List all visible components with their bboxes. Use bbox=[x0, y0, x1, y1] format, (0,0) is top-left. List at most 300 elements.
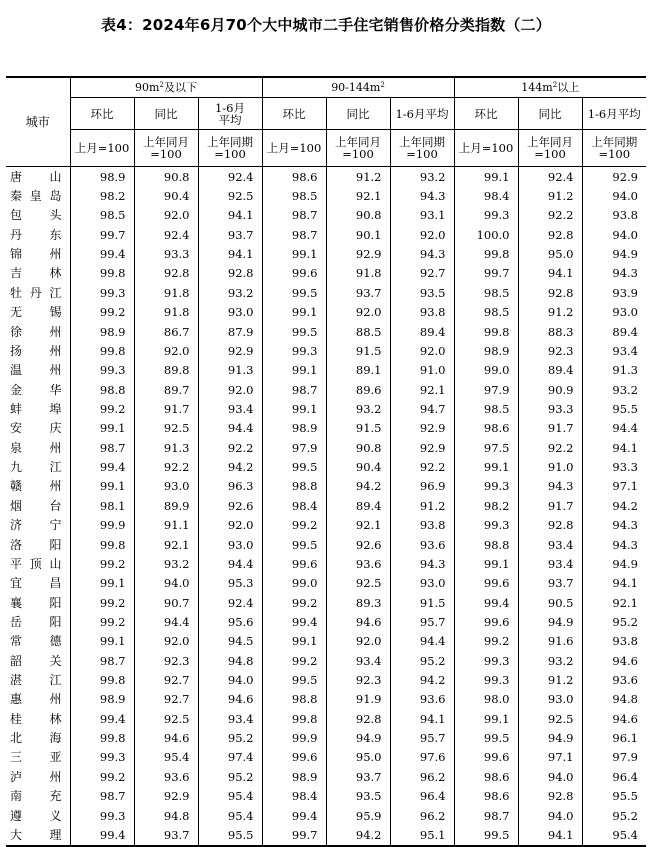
index-value: 92.8 bbox=[326, 709, 390, 728]
index-value: 94.3 bbox=[582, 515, 646, 534]
index-value: 94.3 bbox=[518, 477, 582, 496]
index-value: 99.2 bbox=[70, 303, 134, 322]
index-value: 92.6 bbox=[326, 535, 390, 554]
index-value: 99.4 bbox=[70, 825, 134, 845]
table-row bbox=[6, 283, 646, 302]
index-value: 91.5 bbox=[390, 593, 454, 612]
index-value: 91.0 bbox=[518, 457, 582, 476]
index-value: 98.5 bbox=[454, 283, 518, 302]
index-value: 92.1 bbox=[326, 186, 390, 205]
index-value: 96.1 bbox=[582, 728, 646, 747]
table-row bbox=[6, 457, 646, 476]
index-value: 99.5 bbox=[454, 728, 518, 747]
index-value: 99.2 bbox=[454, 632, 518, 651]
index-value: 99.5 bbox=[262, 322, 326, 341]
index-value: 99.0 bbox=[454, 361, 518, 380]
index-value: 93.8 bbox=[582, 632, 646, 651]
index-value: 91.2 bbox=[390, 496, 454, 515]
index-value: 95.5 bbox=[582, 399, 646, 418]
index-value: 92.5 bbox=[198, 186, 262, 205]
index-value: 92.1 bbox=[326, 515, 390, 534]
table-row bbox=[6, 167, 646, 187]
index-value: 92.0 bbox=[390, 341, 454, 360]
index-value: 99.1 bbox=[262, 361, 326, 380]
table-row bbox=[6, 515, 646, 534]
index-value: 92.2 bbox=[390, 457, 454, 476]
avg-base: 上年同期 =100 bbox=[198, 130, 262, 167]
index-value: 92.0 bbox=[198, 515, 262, 534]
index-value: 98.9 bbox=[262, 767, 326, 786]
index-value: 99.1 bbox=[70, 632, 134, 651]
index-value: 91.5 bbox=[326, 419, 390, 438]
index-value: 99.1 bbox=[70, 419, 134, 438]
index-value: 99.4 bbox=[454, 593, 518, 612]
index-value: 89.7 bbox=[134, 380, 198, 399]
index-value: 91.7 bbox=[518, 496, 582, 515]
index-value: 93.2 bbox=[326, 399, 390, 418]
index-value: 98.8 bbox=[262, 690, 326, 709]
table-row bbox=[6, 554, 646, 573]
index-value: 94.3 bbox=[390, 186, 454, 205]
index-value: 99.2 bbox=[262, 593, 326, 612]
index-value: 94.6 bbox=[582, 709, 646, 728]
index-value: 99.8 bbox=[262, 709, 326, 728]
index-value: 98.2 bbox=[70, 186, 134, 205]
table-row bbox=[6, 419, 646, 438]
table-body bbox=[6, 167, 646, 846]
index-value: 94.6 bbox=[134, 728, 198, 747]
table-row bbox=[6, 380, 646, 399]
index-value: 94.8 bbox=[134, 806, 198, 825]
city-name: 温州 bbox=[10, 363, 62, 378]
city-name: 遵义 bbox=[10, 808, 62, 823]
index-value: 93.0 bbox=[198, 535, 262, 554]
index-value: 93.4 bbox=[198, 709, 262, 728]
index-value: 94.4 bbox=[198, 419, 262, 438]
index-value: 99.3 bbox=[70, 748, 134, 767]
index-value: 95.4 bbox=[134, 748, 198, 767]
city-name: 平顶山 bbox=[10, 556, 62, 571]
index-value: 95.4 bbox=[198, 806, 262, 825]
city-name: 济宁 bbox=[10, 518, 62, 533]
index-value: 91.8 bbox=[134, 303, 198, 322]
index-value: 92.2 bbox=[134, 457, 198, 476]
table-row bbox=[6, 477, 646, 496]
index-value: 89.4 bbox=[518, 361, 582, 380]
index-value: 94.1 bbox=[198, 244, 262, 263]
avg-header: 1-6月平均 bbox=[390, 98, 454, 130]
index-value: 93.8 bbox=[582, 206, 646, 225]
index-value: 98.7 bbox=[262, 206, 326, 225]
index-value: 92.3 bbox=[134, 651, 198, 670]
table-row bbox=[6, 825, 646, 845]
index-value: 91.6 bbox=[518, 632, 582, 651]
index-value: 99.7 bbox=[454, 264, 518, 283]
index-value: 93.4 bbox=[518, 535, 582, 554]
index-value: 92.0 bbox=[134, 632, 198, 651]
index-value: 99.1 bbox=[454, 457, 518, 476]
index-value: 91.7 bbox=[518, 419, 582, 438]
index-value: 100.0 bbox=[454, 225, 518, 244]
index-value: 99.5 bbox=[262, 457, 326, 476]
index-value: 90.8 bbox=[326, 438, 390, 457]
city-name: 唐山 bbox=[10, 169, 62, 184]
index-value: 93.6 bbox=[326, 554, 390, 573]
table-row bbox=[6, 574, 646, 593]
index-value: 92.9 bbox=[198, 341, 262, 360]
index-value: 91.1 bbox=[134, 515, 198, 534]
index-value: 99.6 bbox=[262, 264, 326, 283]
index-value: 99.3 bbox=[262, 341, 326, 360]
index-value: 94.3 bbox=[390, 554, 454, 573]
index-value: 98.5 bbox=[70, 206, 134, 225]
index-value: 99.8 bbox=[70, 728, 134, 747]
index-value: 90.4 bbox=[134, 186, 198, 205]
avg-base: 上年同期 =100 bbox=[390, 130, 454, 167]
city-name: 锦州 bbox=[10, 247, 62, 262]
table-row bbox=[6, 670, 646, 689]
index-value: 94.1 bbox=[390, 709, 454, 728]
index-value: 97.1 bbox=[518, 748, 582, 767]
index-value: 87.9 bbox=[198, 322, 262, 341]
index-value: 91.2 bbox=[518, 186, 582, 205]
table-row bbox=[6, 225, 646, 244]
index-value: 94.1 bbox=[582, 574, 646, 593]
yoy-base: 上年同月 =100 bbox=[326, 130, 390, 167]
index-value: 98.2 bbox=[454, 496, 518, 515]
table-row bbox=[6, 341, 646, 360]
city-column-header: 城市 bbox=[6, 77, 70, 167]
index-value: 99.8 bbox=[70, 341, 134, 360]
group-header-medium: $90-144m^2$ bbox=[262, 77, 454, 98]
index-value: 99.8 bbox=[70, 535, 134, 554]
index-value: 99.5 bbox=[454, 825, 518, 845]
index-value: 94.9 bbox=[518, 728, 582, 747]
index-value: 99.1 bbox=[454, 709, 518, 728]
index-value: 92.7 bbox=[134, 670, 198, 689]
index-value: 99.9 bbox=[262, 728, 326, 747]
index-value: 88.5 bbox=[326, 322, 390, 341]
index-value: 94.5 bbox=[198, 632, 262, 651]
index-value: 99.3 bbox=[70, 283, 134, 302]
index-value: 92.0 bbox=[134, 341, 198, 360]
index-value: 99.5 bbox=[262, 535, 326, 554]
mom-header: 环比 bbox=[70, 98, 134, 130]
index-value: 93.7 bbox=[134, 825, 198, 845]
index-value: 99.2 bbox=[70, 593, 134, 612]
index-value: 98.8 bbox=[454, 535, 518, 554]
index-value: 92.2 bbox=[518, 438, 582, 457]
index-value: 97.6 bbox=[390, 748, 454, 767]
index-value: 94.8 bbox=[198, 651, 262, 670]
index-value: 92.9 bbox=[326, 244, 390, 263]
index-value: 92.2 bbox=[198, 438, 262, 457]
index-value: 99.4 bbox=[70, 709, 134, 728]
index-value: 94.3 bbox=[390, 244, 454, 263]
index-value: 93.7 bbox=[198, 225, 262, 244]
index-value: 92.6 bbox=[198, 496, 262, 515]
table-row bbox=[6, 322, 646, 341]
city-name: 扬州 bbox=[10, 343, 62, 358]
index-value: 99.4 bbox=[262, 612, 326, 631]
index-value: 95.2 bbox=[198, 728, 262, 747]
index-value: 92.8 bbox=[134, 264, 198, 283]
index-value: 99.3 bbox=[454, 515, 518, 534]
index-value: 99.8 bbox=[454, 244, 518, 263]
table-row bbox=[6, 767, 646, 786]
index-value: 94.4 bbox=[134, 612, 198, 631]
index-value: 98.9 bbox=[70, 690, 134, 709]
city-name: 惠州 bbox=[10, 692, 62, 707]
index-value: 95.7 bbox=[390, 612, 454, 631]
index-value: 91.0 bbox=[390, 361, 454, 380]
index-value: 98.6 bbox=[454, 787, 518, 806]
index-value: 99.1 bbox=[262, 632, 326, 651]
index-value: 93.8 bbox=[390, 303, 454, 322]
index-value: 97.5 bbox=[454, 438, 518, 457]
index-value: 95.3 bbox=[198, 574, 262, 593]
city-name: 桂林 bbox=[10, 711, 62, 726]
index-value: 99.1 bbox=[454, 167, 518, 187]
table-row bbox=[6, 244, 646, 263]
index-value: 94.1 bbox=[518, 264, 582, 283]
index-value: 95.4 bbox=[198, 787, 262, 806]
index-value: 98.4 bbox=[454, 186, 518, 205]
table-row bbox=[6, 748, 646, 767]
index-value: 86.7 bbox=[134, 322, 198, 341]
index-value: 99.7 bbox=[70, 225, 134, 244]
index-value: 99.7 bbox=[262, 825, 326, 845]
city-name: 徐州 bbox=[10, 324, 62, 339]
table-row bbox=[6, 787, 646, 806]
table-row bbox=[6, 535, 646, 554]
index-value: 91.9 bbox=[326, 690, 390, 709]
index-value: 98.5 bbox=[262, 186, 326, 205]
price-index-table bbox=[6, 76, 646, 847]
index-value: 98.9 bbox=[262, 419, 326, 438]
index-value: 98.7 bbox=[70, 787, 134, 806]
index-value: 92.3 bbox=[326, 670, 390, 689]
index-value: 92.4 bbox=[134, 225, 198, 244]
index-value: 92.4 bbox=[198, 167, 262, 187]
index-value: 93.5 bbox=[326, 787, 390, 806]
city-name: 三亚 bbox=[10, 750, 62, 765]
index-value: 98.8 bbox=[70, 380, 134, 399]
index-value: 95.0 bbox=[518, 244, 582, 263]
index-value: 93.2 bbox=[134, 554, 198, 573]
yoy-header: 同比 bbox=[326, 98, 390, 130]
table-row bbox=[6, 438, 646, 457]
table-row bbox=[6, 496, 646, 515]
city-name: 泉州 bbox=[10, 440, 62, 455]
index-value: 91.7 bbox=[134, 399, 198, 418]
index-value: 93.1 bbox=[390, 206, 454, 225]
table-row bbox=[6, 399, 646, 418]
index-value: 92.0 bbox=[390, 225, 454, 244]
index-value: 98.7 bbox=[70, 651, 134, 670]
index-value: 91.3 bbox=[582, 361, 646, 380]
index-value: 90.5 bbox=[518, 593, 582, 612]
city-name: 无锡 bbox=[10, 305, 62, 320]
avg-base: 上年同期 =100 bbox=[582, 130, 646, 167]
index-value: 92.5 bbox=[518, 709, 582, 728]
city-name: 南充 bbox=[10, 789, 62, 804]
yoy-base: 上年同月 =100 bbox=[134, 130, 198, 167]
index-value: 91.8 bbox=[134, 283, 198, 302]
index-value: 94.0 bbox=[518, 806, 582, 825]
index-value: 92.9 bbox=[134, 787, 198, 806]
city-name: 丹东 bbox=[10, 227, 62, 242]
city-name: 大理 bbox=[6, 825, 70, 845]
city-name: 安庆 bbox=[10, 421, 62, 436]
index-value: 89.4 bbox=[326, 496, 390, 515]
index-value: 99.9 bbox=[70, 515, 134, 534]
table-row bbox=[6, 709, 646, 728]
index-value: 92.7 bbox=[134, 690, 198, 709]
index-value: 96.4 bbox=[582, 767, 646, 786]
index-value: 95.7 bbox=[390, 728, 454, 747]
index-value: 93.0 bbox=[134, 477, 198, 496]
index-value: 99.6 bbox=[454, 574, 518, 593]
index-value: 93.2 bbox=[518, 651, 582, 670]
index-value: 94.6 bbox=[326, 612, 390, 631]
index-value: 91.3 bbox=[198, 361, 262, 380]
index-value: 99.3 bbox=[454, 670, 518, 689]
table-row bbox=[6, 593, 646, 612]
yoy-header: 同比 bbox=[518, 98, 582, 130]
index-value: 98.6 bbox=[262, 167, 326, 187]
index-value: 93.0 bbox=[390, 574, 454, 593]
index-value: 93.2 bbox=[390, 167, 454, 187]
index-value: 89.3 bbox=[326, 593, 390, 612]
index-value: 98.5 bbox=[454, 303, 518, 322]
index-value: 99.3 bbox=[70, 361, 134, 380]
avg-header: 1-6月平均 bbox=[582, 98, 646, 130]
index-value: 94.0 bbox=[518, 767, 582, 786]
index-value: 93.4 bbox=[518, 554, 582, 573]
index-value: 93.2 bbox=[582, 380, 646, 399]
index-value: 93.5 bbox=[390, 283, 454, 302]
table-row bbox=[6, 612, 646, 631]
index-value: 92.4 bbox=[518, 167, 582, 187]
index-value: 94.1 bbox=[582, 438, 646, 457]
index-value: 99.6 bbox=[454, 612, 518, 631]
index-value: 95.2 bbox=[582, 612, 646, 631]
index-value: 98.7 bbox=[262, 380, 326, 399]
index-value: 96.2 bbox=[390, 806, 454, 825]
index-value: 95.2 bbox=[390, 651, 454, 670]
index-value: 92.5 bbox=[134, 419, 198, 438]
index-value: 99.8 bbox=[454, 322, 518, 341]
index-value: 92.2 bbox=[518, 206, 582, 225]
index-value: 94.0 bbox=[134, 574, 198, 593]
index-value: 94.1 bbox=[198, 206, 262, 225]
index-value: 93.0 bbox=[518, 690, 582, 709]
index-value: 93.6 bbox=[582, 670, 646, 689]
index-value: 99.1 bbox=[262, 399, 326, 418]
index-value: 97.9 bbox=[582, 748, 646, 767]
index-value: 94.6 bbox=[198, 690, 262, 709]
index-value: 92.3 bbox=[518, 341, 582, 360]
city-name: 金华 bbox=[10, 382, 62, 397]
index-value: 92.4 bbox=[198, 593, 262, 612]
index-value: 94.3 bbox=[582, 535, 646, 554]
index-value: 99.5 bbox=[262, 283, 326, 302]
index-value: 95.6 bbox=[198, 612, 262, 631]
index-value: 94.7 bbox=[390, 399, 454, 418]
city-name: 赣州 bbox=[10, 479, 62, 494]
index-value: 98.7 bbox=[454, 806, 518, 825]
index-value: 92.9 bbox=[390, 419, 454, 438]
index-value: 99.0 bbox=[262, 574, 326, 593]
city-name: 蚌埠 bbox=[10, 401, 62, 416]
index-value: 92.9 bbox=[582, 167, 646, 187]
index-value: 95.0 bbox=[326, 748, 390, 767]
index-value: 89.9 bbox=[134, 496, 198, 515]
table-row bbox=[6, 690, 646, 709]
table-row bbox=[6, 728, 646, 747]
index-value: 99.2 bbox=[262, 651, 326, 670]
index-value: 94.4 bbox=[390, 632, 454, 651]
city-name: 秦皇岛 bbox=[10, 189, 62, 204]
index-value: 97.9 bbox=[262, 438, 326, 457]
index-value: 95.2 bbox=[198, 767, 262, 786]
index-value: 91.5 bbox=[326, 341, 390, 360]
index-value: 93.7 bbox=[326, 767, 390, 786]
index-value: 95.4 bbox=[582, 825, 646, 845]
mom-base: 上月=100 bbox=[454, 130, 518, 167]
index-value: 91.2 bbox=[518, 303, 582, 322]
index-value: 92.7 bbox=[390, 264, 454, 283]
index-value: 91.3 bbox=[134, 438, 198, 457]
mom-header: 环比 bbox=[262, 98, 326, 130]
index-value: 94.2 bbox=[582, 496, 646, 515]
index-value: 95.5 bbox=[582, 787, 646, 806]
table-row bbox=[6, 361, 646, 380]
city-name: 岳阳 bbox=[10, 614, 62, 629]
index-value: 99.6 bbox=[262, 748, 326, 767]
index-value: 95.9 bbox=[326, 806, 390, 825]
index-value: 96.9 bbox=[390, 477, 454, 496]
index-value: 98.6 bbox=[454, 419, 518, 438]
mom-base: 上月=100 bbox=[70, 130, 134, 167]
index-value: 92.8 bbox=[198, 264, 262, 283]
city-name: 吉林 bbox=[10, 266, 62, 281]
index-value: 99.2 bbox=[70, 612, 134, 631]
index-value: 99.2 bbox=[70, 554, 134, 573]
index-value: 98.7 bbox=[262, 225, 326, 244]
index-value: 89.4 bbox=[582, 322, 646, 341]
yoy-base: 上年同月 =100 bbox=[518, 130, 582, 167]
index-value: 99.3 bbox=[454, 651, 518, 670]
group-header-large: $144m^2$以上 bbox=[454, 77, 646, 98]
table-row bbox=[6, 303, 646, 322]
table-row bbox=[6, 206, 646, 225]
index-value: 93.0 bbox=[582, 303, 646, 322]
index-value: 93.3 bbox=[134, 244, 198, 263]
index-value: 92.5 bbox=[134, 709, 198, 728]
index-value: 98.1 bbox=[70, 496, 134, 515]
index-value: 94.0 bbox=[582, 186, 646, 205]
index-value: 92.1 bbox=[582, 593, 646, 612]
index-value: 97.4 bbox=[198, 748, 262, 767]
index-value: 99.1 bbox=[262, 244, 326, 263]
index-value: 93.4 bbox=[582, 341, 646, 360]
index-value: 94.0 bbox=[198, 670, 262, 689]
index-value: 95.2 bbox=[582, 806, 646, 825]
city-name: 洛阳 bbox=[10, 537, 62, 552]
index-value: 94.2 bbox=[326, 825, 390, 845]
